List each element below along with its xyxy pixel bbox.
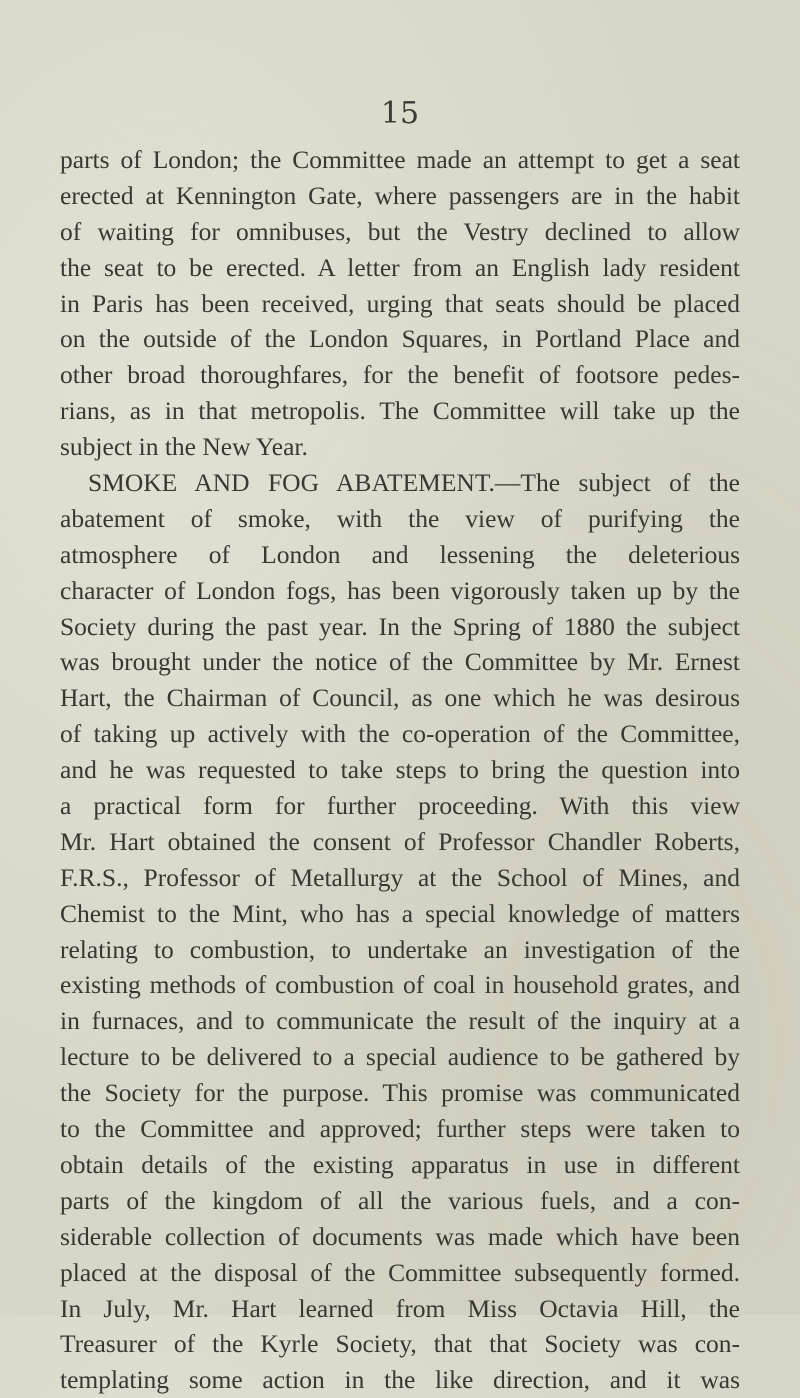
text-line: of taking up actively with the co-operation of the Committee, bbox=[60, 719, 740, 749]
text-line: and he was requested to take steps to bring the question into bbox=[60, 755, 740, 785]
text-line: of waiting for omnibuses, but the Vestry declined to allow bbox=[60, 216, 740, 246]
text-line: to the Committee and approved; further steps were taken to bbox=[60, 1114, 740, 1144]
section-heading-line: SMOKE AND FOG ABATEMENT.—The subject of the bbox=[88, 468, 740, 498]
body-text bbox=[60, 142, 740, 1398]
text-line: In July, Mr. Hart learned from Miss Octavia Hill, the bbox=[60, 1293, 740, 1323]
text-line: erected at Kennington Gate, where passengers are in the habit bbox=[60, 180, 740, 210]
text-line: the Society for the purpose. This promise was communicated bbox=[60, 1078, 740, 1108]
text-line: placed at the disposal of the Committee subsequently formed. bbox=[60, 1257, 740, 1287]
text-line: relating to combustion, to undertake an investigation of the bbox=[60, 934, 740, 964]
page-number: 15 bbox=[380, 96, 420, 131]
text-line: abatement of smoke, with the view of purifying the bbox=[60, 503, 740, 533]
text-line: in Paris has been received, urging that seats should be placed bbox=[60, 288, 740, 318]
text-line: existing methods of combustion of coal in household grates, and bbox=[60, 970, 740, 1000]
text-line: lecture to be delivered to a special audience to be gathered by bbox=[60, 1042, 740, 1072]
text-line: Mr. Hart obtained the consent of Professor Chandler Roberts, bbox=[60, 826, 740, 856]
text-line: the seat to be erected. A letter from an English lady resident bbox=[60, 252, 740, 282]
text-line: Chemist to the Mint, who has a special knowledge of matters bbox=[60, 898, 740, 928]
text-line: in furnaces, and to communicate the result of the inquiry at a bbox=[60, 1006, 740, 1036]
text-line: Hart, the Chairman of Council, as one which he was desirous bbox=[60, 683, 740, 713]
text-line: a practical form for further proceeding. With this view bbox=[60, 791, 740, 821]
text-line: atmosphere of London and lessening the deleterious bbox=[60, 539, 740, 569]
text-line: parts of London; the Committee made an attempt to get a seat bbox=[60, 145, 740, 174]
text-line: Treasurer of the Kyrle Society, that that Society was con- bbox=[60, 1329, 740, 1359]
text-line: templating some action in the like direction, and it was bbox=[60, 1365, 740, 1395]
text-line: obtain details of the existing apparatus in use in different bbox=[60, 1149, 740, 1179]
text-line: other broad thoroughfares, for the benefit of footsore pedes- bbox=[60, 360, 740, 390]
text-line: Society during the past year. In the Spring of 1880 the subject bbox=[60, 611, 740, 641]
text-line: rians, as in that metropolis. The Committee will take up the bbox=[60, 396, 740, 426]
text-line: on the outside of the London Squares, in Portland Place and bbox=[60, 324, 740, 354]
text-line: subject in the New Year. bbox=[60, 432, 308, 462]
text-line: parts of the kingdom of all the various fuels, and a con- bbox=[60, 1185, 740, 1215]
text-line: siderable collection of documents was made which have been bbox=[60, 1221, 740, 1251]
text-line: character of London fogs, has been vigorously taken up by the bbox=[60, 575, 740, 605]
text-line: F.R.S., Professor of Metallurgy at the School of Mines, and bbox=[60, 862, 740, 892]
text-line: was brought under the notice of the Committee by Mr. Ernest bbox=[60, 647, 740, 677]
